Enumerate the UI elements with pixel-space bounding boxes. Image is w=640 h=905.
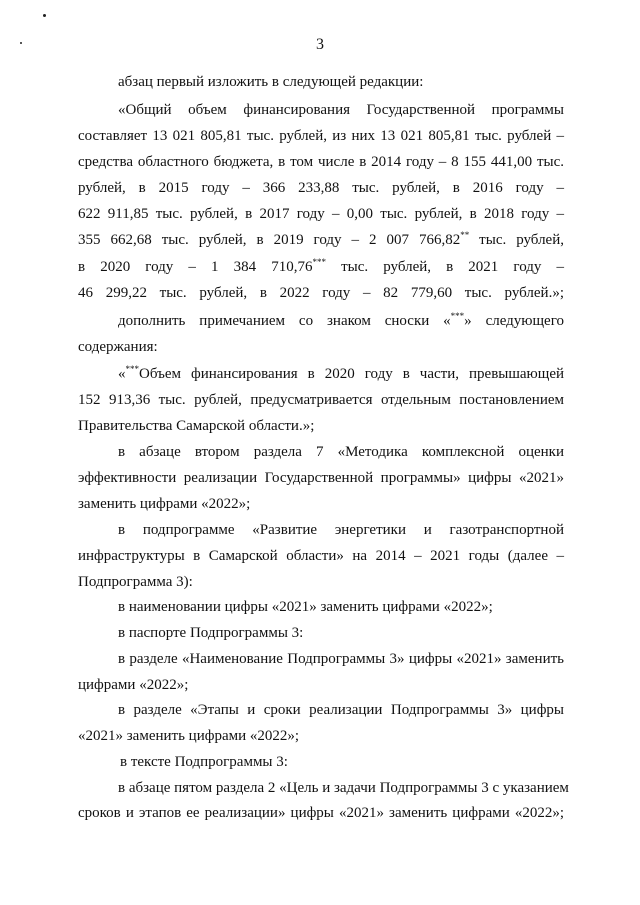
text-line: эффективности реализации Государственной программы» цифры «2021»: [78, 470, 564, 486]
text-line: в разделе «Этапы и сроки реализации Подпрограммы 3» цифры: [118, 702, 564, 718]
text-run: Объем финансирования в 2020 году в части, превышающей: [139, 366, 564, 382]
text-line: 152 913,36 тыс. рублей, предусматривается отдельным постановлением: [78, 392, 564, 408]
text-line: в тексте Подпрограммы 3:: [120, 754, 288, 770]
footnote-marker: ***: [450, 311, 465, 321]
text-run: 355 662,68 тыс. рублей, в 2019 году – 2 007 766,82: [78, 232, 461, 248]
text-line: [78, 257, 564, 277]
text-line: в абзаце втором раздела 7 «Методика комплексной оценки: [118, 444, 564, 460]
footnote-marker: ***: [125, 364, 139, 374]
text-line: средства областного бюджета, в том числе в 2014 году – 8 155 441,00 тыс.: [78, 154, 564, 170]
footnote-marker: ***: [312, 257, 326, 267]
text-line: составляет 13 021 805,81 тыс. рублей, из них 13 021 805,81 тыс. рублей –: [78, 128, 564, 144]
text-line: Подпрограмма 3):: [78, 574, 193, 590]
text-line: [118, 311, 564, 331]
text-line: «Общий объем финансирования Государственной программы: [118, 102, 564, 118]
footnote-marker: **: [460, 230, 470, 240]
text-line: цифрами «2022»;: [78, 677, 189, 693]
text-run: тыс. рублей,: [469, 232, 564, 248]
text-line: содержания:: [78, 339, 158, 355]
text-line: заменить цифрами «2022»;: [78, 496, 251, 512]
text-line: Правительства Самарской области.»;: [78, 418, 315, 434]
text-line: [118, 364, 564, 384]
text-line: абзац первый изложить в следующей редакции:: [118, 74, 424, 90]
text-line: в наименовании цифры «2021» заменить цифрами «2022»;: [118, 599, 493, 615]
scan-mark: [43, 14, 46, 17]
text-line: [78, 230, 564, 250]
text-line: в абзаце пятом раздела 2 «Цель и задачи Подпрограммы 3 с указанием: [118, 780, 569, 796]
text-run: «: [118, 366, 126, 382]
text-run: дополнить примечанием со знаком сноски «: [118, 313, 451, 329]
page-number: 3: [316, 36, 324, 53]
text-line: сроков и этапов ее реализации» цифры «2021» заменить цифрами «2022»;: [78, 805, 564, 821]
text-line: инфраструктуры в Самарской области» на 2014 – 2021 годы (далее –: [78, 548, 564, 564]
text-line: рублей, в 2015 году – 366 233,88 тыс. рублей, в 2016 году –: [78, 180, 564, 196]
text-run: тыс. рублей, в 2021 году –: [325, 259, 565, 275]
text-run: » следующего: [464, 313, 564, 329]
text-line: в разделе «Наименование Подпрограммы 3» цифры «2021» заменить: [118, 651, 564, 667]
text-line: 46 299,22 тыс. рублей, в 2022 году – 82 779,60 тыс. рублей.»;: [78, 285, 564, 301]
text-line: в подпрограмме «Развитие энергетики и газотранспортной: [118, 522, 564, 538]
text-line: в паспорте Подпрограммы 3:: [118, 625, 304, 641]
text-line: 622 911,85 тыс. рублей, в 2017 году – 0,00 тыс. рублей, в 2018 году –: [78, 206, 564, 222]
text-run: в 2020 году – 1 384 710,76: [78, 259, 313, 275]
text-line: «2021» заменить цифрами «2022»;: [78, 728, 300, 744]
